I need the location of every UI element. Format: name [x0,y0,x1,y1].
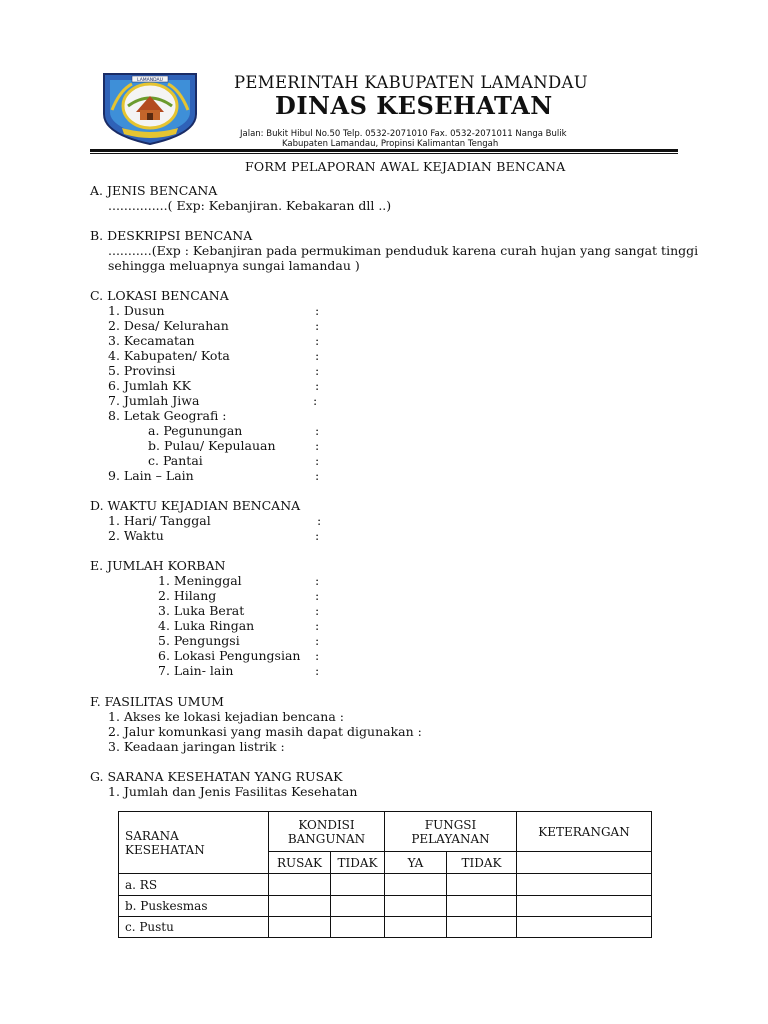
colon: : [317,513,322,528]
colon: : [315,663,320,678]
colon: : [315,618,320,633]
address-line-2: Kabupaten Lamandau, Propinsi Kalimantan Tengah [282,139,499,149]
lokasi-item-jumlah-kk: 6. Jumlah KK [108,378,191,393]
cell-blank[interactable] [447,916,517,937]
colon: : [315,573,320,588]
cell-blank[interactable] [269,874,331,895]
colon: : [315,603,320,618]
colon: : [315,438,320,453]
row-label-pustu: c. Pustu [119,916,269,937]
cell-blank[interactable] [447,874,517,895]
korban-meninggal: 1. Meninggal [158,573,242,588]
colon: : [315,633,320,648]
cell-blank[interactable] [269,916,331,937]
dinas-kesehatan-logo [98,70,202,146]
lokasi-item-kecamatan: 3. Kecamatan [108,333,195,348]
lokasi-item-desa: 2. Desa/ Kelurahan [108,318,229,333]
geografi-pantai: c. Pantai [148,453,203,468]
colon: : [315,318,320,333]
government-name: PEMERINTAH KABUPATEN LAMANDAU [234,73,588,92]
colon: : [315,453,320,468]
section-c-heading: C. LOKASI BENCANA [90,288,229,303]
header-sarana-kesehatan: SARANA KESEHATAN [119,812,269,874]
lokasi-item-provinsi: 5. Provinsi [108,363,176,378]
section-b-text-2: sehingga meluapnya sungai lamandau ) [108,258,360,273]
row-label-rs: a. RS [119,874,269,895]
colon: : [315,468,320,483]
lokasi-item-lain-lain: 9. Lain – Lain [108,468,194,483]
cell-blank[interactable] [385,916,447,937]
department-name: DINAS KESEHATAN [275,91,553,120]
section-a-text: ...............( Exp: Kebanjiran. Kebakaran dll ..) [108,198,392,213]
header-fungsi-pelayanan: FUNGSI PELAYANAN [385,812,517,852]
svg-text:LAMANDAU: LAMANDAU [137,78,163,83]
section-b-text-1: ...........(Exp : Kebanjiran pada permukiman penduduk karena curah hujan yang sangat tinggi [108,243,699,258]
colon: : [315,378,320,393]
subheader-rusak: RUSAK [269,852,331,874]
table-header-row [119,812,652,852]
header-rule-thin [90,153,678,154]
subheader-keterangan-blank [517,852,652,874]
korban-lain-lain: 7. Lain- lain [158,663,234,678]
section-a-heading: A. JENIS BENCANA [90,183,218,198]
colon: : [315,333,320,348]
cell-blank[interactable] [331,874,385,895]
cell-blank[interactable] [331,895,385,916]
korban-hilang: 2. Hilang [158,588,217,603]
korban-lokasi-pengungsian: 6. Lokasi Pengungsian [158,648,301,663]
cell-blank[interactable] [385,895,447,916]
subheader-ya: YA [385,852,447,874]
korban-luka-berat: 3. Luka Berat [158,603,245,618]
table-row [119,916,652,937]
geografi-pegunungan: a. Pegunungan [148,423,243,438]
lokasi-item-kabupaten: 4. Kabupaten/ Kota [108,348,230,363]
cell-blank[interactable] [385,874,447,895]
address-line-1: Jalan: Bukit Hibul No.50 Telp. 0532-2071010 Fax. 0532-2071011 Nanga Bulik [240,129,567,139]
cell-blank[interactable] [517,895,652,916]
lokasi-item-dusun: 1. Dusun [108,303,165,318]
colon: : [315,588,320,603]
fasilitas-akses: 1. Akses ke lokasi kejadian bencana : [108,709,344,724]
header-keterangan: KETERANGAN [517,812,652,852]
geografi-pulau: b. Pulau/ Kepulauan [148,438,276,453]
cell-blank[interactable] [447,895,517,916]
subheader-tidak: TIDAK [331,852,385,874]
header-rule-thick [90,149,678,152]
korban-luka-ringan: 4. Luka Ringan [158,618,255,633]
colon: : [315,423,320,438]
colon: : [315,363,320,378]
fasilitas-komunikasi: 2. Jalur komunkasi yang masih dapat digunakan : [108,724,422,739]
row-label-puskesmas: b. Puskesmas [119,895,269,916]
colon: : [315,348,320,363]
section-b-heading: B. DESKRIPSI BENCANA [90,228,253,243]
subheader-tidak-pelayanan: TIDAK [447,852,517,874]
cell-blank[interactable] [331,916,385,937]
cell-blank[interactable] [517,916,652,937]
lokasi-item-letak-geografi: 8. Letak Geografi : [108,408,227,423]
colon: : [315,528,320,543]
fasilitas-listrik: 3. Keadaan jaringan listrik : [108,739,285,754]
colon: : [313,393,318,408]
waktu-item-waktu: 2. Waktu [108,528,164,543]
sarana-kesehatan-table [118,811,652,938]
table-row [119,874,652,895]
section-e-heading: E. JUMLAH KORBAN [90,558,226,573]
colon: : [315,303,320,318]
table-row [119,895,652,916]
form-title: FORM PELAPORAN AWAL KEJADIAN BENCANA [245,159,566,174]
section-f-heading: F. FASILITAS UMUM [90,694,224,709]
cell-blank[interactable] [517,874,652,895]
section-g-subheading: 1. Jumlah dan Jenis Fasilitas Kesehatan [108,784,358,799]
colon: : [315,648,320,663]
header-kondisi-bangunan: KONDISI BANGUNAN [269,812,385,852]
korban-pengungsi: 5. Pengungsi [158,633,240,648]
section-g-heading: G. SARANA KESEHATAN YANG RUSAK [90,769,343,784]
cell-blank[interactable] [269,895,331,916]
waktu-item-hari: 1. Hari/ Tanggal [108,513,211,528]
section-d-heading: D. WAKTU KEJADIAN BENCANA [90,498,301,513]
lokasi-item-jumlah-jiwa: 7. Jumlah Jiwa [108,393,200,408]
